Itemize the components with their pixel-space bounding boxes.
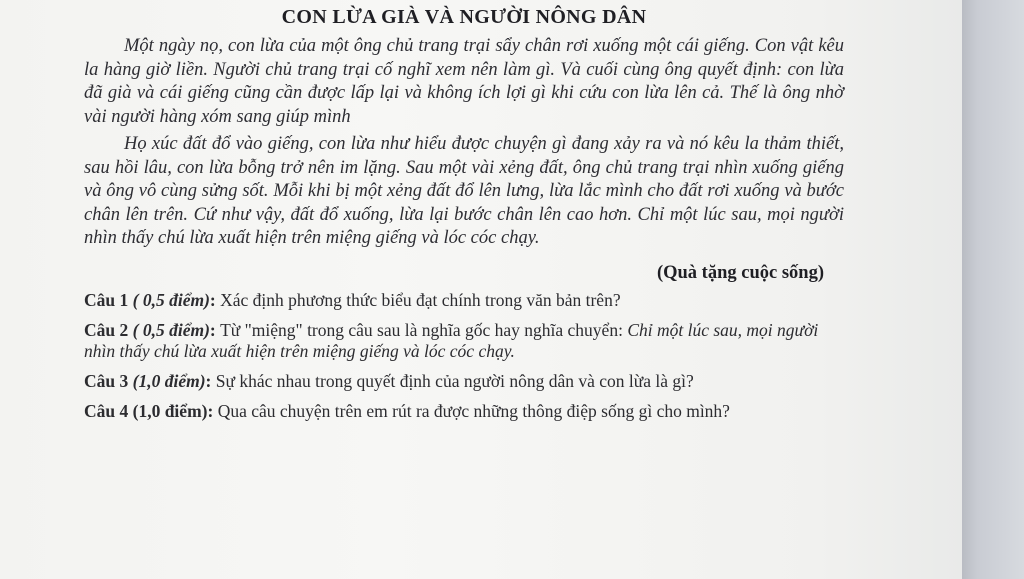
question-2-points: ( 0,5 điểm) [132,319,210,340]
question-1 [84,290,844,311]
question-4-points: (1,0 điểm) [132,400,208,421]
question-2-label: Câu 2 [84,319,133,340]
question-4 [84,401,844,422]
question-1-text: Xác định phương thức biểu đạt chính trong văn bản trên? [220,289,621,310]
story-paragraph-2: Họ xúc đất đổ vào giếng, con lừa như hiểu được chuyện gì đang xảy ra và nó kêu la thảm thiết, sau hồi lâu, con lừa bỗng trở nên im lặng. Sau một vài xẻng đất, ông chủ trang trại nhìn xuống giếng và ông vô cùng sửng sốt. Mỗi khi bị một xẻng đất đổ lên lưng, lừa lắc mình cho đất rơi xuống và bước chân lên trên. Cứ như vậy, đất đổ xuống, lừa lại bước chân lên cao hơn. Chỉ một lúc sau, mọi người nhìn thấy chú lừa xuất hiện trên miệng giếng và lóc cóc chạy. [84,134,844,248]
question-1-colon: : [209,289,221,310]
question-2-quote: Chỉ một lúc sau, mọi người nhìn thấy chú lừa xuất hiện trên miệng giếng và lóc cóc chạy. [84,319,819,361]
question-2-colon: : [209,319,221,340]
question-2 [84,320,844,362]
question-3-label: Câu 3 [84,370,133,391]
question-4-label: Câu 4 [84,400,133,421]
question-3-text: Sự khác nhau trong quyết định của người nông dân và con lừa là gì? [215,370,694,391]
question-4-colon: : [207,400,218,421]
document-content [84,6,844,431]
question-1-points: ( 0,5 điểm) [132,289,210,310]
question-3-colon: : [205,370,216,391]
question-4-text: Qua câu chuyện trên em rút ra được những thông điệp sống gì cho mình? [217,400,730,421]
question-3 [84,371,844,392]
question-1-label: Câu 1 [84,289,133,310]
question-3-points: (1,0 điểm) [132,370,206,391]
story-source: (Quà tặng cuộc sống) [656,262,824,283]
story-paragraph-1: Một ngày nọ, con lừa của một ông chủ trang trại sẩy chân rơi xuống một cái giếng. Con vật kêu la hàng giờ liền. Người chủ trang trại cố nghĩ xem nên làm gì. Và cuối cùng ông quyết định: con lừa đã già và cái giếng cũng cần được lấp lại và không ích lợi gì khi cứu con lừa lên cả. Thế là ông nhờ vài người hàng xóm sang giúp mình [84,36,844,127]
page-edge-background [962,0,1024,579]
story-title: CON LỪA GIÀ VÀ NGƯỜI NÔNG DÂN [281,6,647,28]
question-2-text: Từ "miệng" trong câu sau là nghĩa gốc hay nghĩa chuyển: [220,319,628,340]
